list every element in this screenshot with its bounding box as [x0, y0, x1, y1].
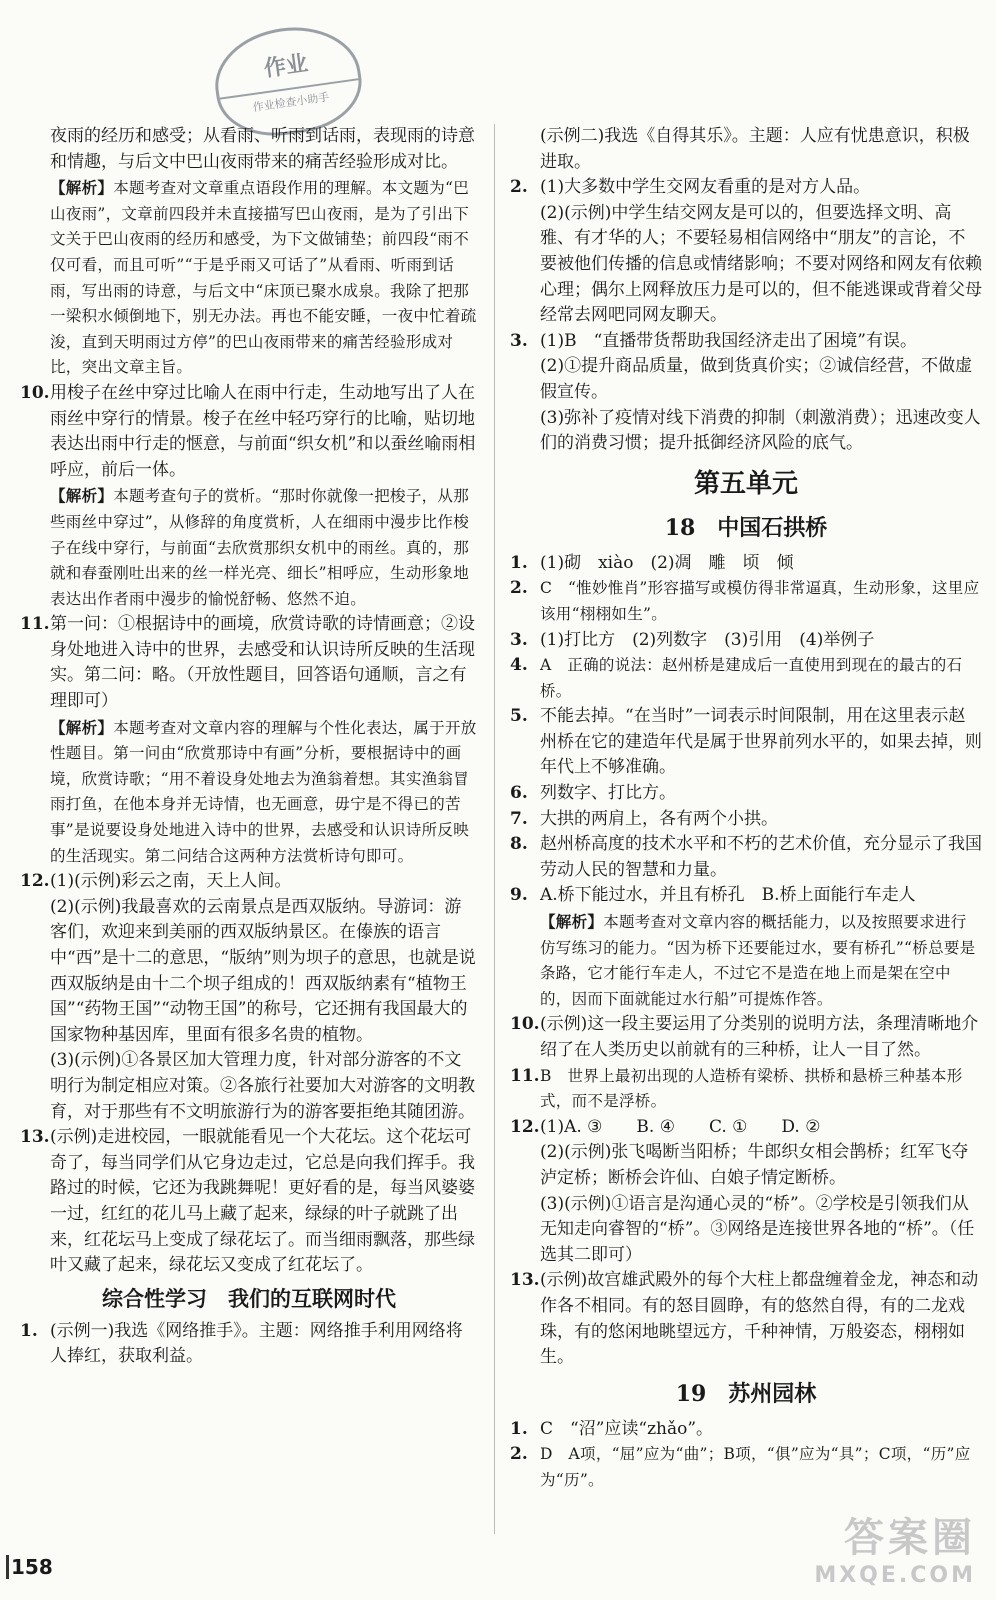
question-1	[510, 551, 982, 577]
analysis-tag: 【解析】	[50, 178, 114, 198]
analysis-tag: 【解析】	[540, 912, 604, 932]
question-5	[510, 704, 982, 781]
analysis-block	[20, 483, 478, 612]
question-11	[20, 612, 478, 714]
question-3	[510, 628, 982, 654]
question-number: 2.	[510, 177, 528, 198]
answer-part-2: (2)(示例)张飞喝断当阳桥；牛郎织女相会鹊桥；红军飞夺泸定桥；断桥会许仙、白娘子情定断桥。	[540, 1142, 969, 1188]
question-10	[510, 1012, 982, 1063]
answer-part-3: (3)(示例)①各景区加大管理力度，针对部分游客的不文明行为制定相应对策。②各旅行社要加大对游客的文明教育，对于那些有不文明旅游行为的游客要拒绝其随团游。	[50, 1050, 475, 1122]
question-6	[510, 781, 982, 807]
question-3	[510, 329, 982, 457]
question-number: 10.	[20, 382, 50, 403]
answer-text: (1)打比方 (2)列数字 (3)引用 (4)举例子	[540, 629, 875, 650]
left-column	[20, 124, 478, 1370]
answer-text: 列数字、打比方。	[540, 783, 676, 804]
answer-text: (1)砌 xiào (2)凋 雕 顷 倾	[540, 552, 794, 573]
analysis-text: 本题考查对文章内容的理解与个性化表达，属于开放性题目。第一问由“欣赏那诗中有画”分析，要根据诗中的画境，欣赏诗歌；“用不着设身处地去为渔翁着想。其实渔翁冒雨打鱼，在他本身并无诗情，也无画意，毋宁是不得已的苦事”是说要设身处地进入诗中的世界，去感受和认识诗所反映的生活现实。第二问结合这两种方法赏析诗句即可。	[50, 718, 477, 865]
answer-text: 用梭子在丝中穿过比喻人在雨中行走，生动地写出了人在雨丝中穿行的情景。梭子在丝中轻巧穿行的比喻，贴切地表达出雨中行走的惬意，与前面“织女机”和以蚕丝喻雨相呼应，前后一体。	[50, 382, 476, 480]
stamp-title: 作业	[262, 50, 310, 83]
answer-text: C “惟妙惟肖”形容描写或模仿得非常逼真，生动形象，这里应该用“栩栩如生”。	[540, 579, 980, 623]
answer-part-1: (1)大多数中学生交网友看重的是对方人品。	[540, 177, 871, 198]
analysis-block	[510, 909, 982, 1012]
answer-text: (示例)故宫雄武殿外的每个大柱上都盘缠着金龙，神态和动作各不相同。有的怒目圆睁，有的悠然自得，有的二龙戏珠，有的悠闲地眺望远方，千种神情，万般姿态，栩栩如生。	[540, 1270, 979, 1368]
answer-continuation: 夜雨的经历和感受；从看雨、听雨到话雨，表现雨的诗意和情趣，与后文中巴山夜雨带来的痛苦经验形成对比。	[50, 126, 475, 172]
question-number: 6.	[510, 783, 528, 804]
question-number: 1.	[20, 1320, 38, 1341]
analysis-block	[20, 175, 478, 381]
question-number: 9.	[510, 885, 528, 906]
question-number: 13.	[510, 1270, 540, 1291]
answer-part-1: (1)B “直播带货帮助我国经济走出了困境”有误。	[540, 330, 917, 351]
question-8	[510, 832, 982, 883]
question-number: 1.	[510, 1418, 528, 1439]
column-divider	[494, 124, 495, 1534]
question-2	[510, 1442, 982, 1493]
answer-text: A.桥下能过水，并且有桥孔 B.桥上面能行车走人	[540, 885, 916, 906]
analysis-text: 本题考查对文章内容的概括能力，以及按照要求进行仿写练习的能力。“因为桥下还要能过水，要有桥孔”“桥总要是条路，它才能行车走人，不过它不是造在地上而是架在空中的，因而下面就能过水行船”可提炼作答。	[540, 913, 976, 1008]
answer-part-3: (3)弥补了疫情对线下消费的抑制（刺激消费）；迅速改变人们的消费习惯；提升抵御经济风险的底气。	[540, 407, 981, 454]
question-number: 1.	[510, 552, 528, 573]
section-question-1	[20, 1319, 478, 1370]
watermark-logo-text: 答案圈	[844, 1515, 976, 1561]
question-number: 4.	[510, 655, 528, 676]
answer-continuation: (示例二)我选《自得其乐》。主题：人应有忧患意识，积极进取。	[540, 126, 970, 172]
right-column	[510, 124, 982, 1494]
question-number: 2.	[510, 578, 528, 599]
question-number: 12.	[510, 1116, 540, 1137]
answer-text: D A项，“屈”应为“曲”；B项，“俱”应为“具”；C项，“历”应为“历”。	[540, 1445, 971, 1489]
analysis-tag: 【解析】	[50, 486, 114, 506]
answer-part-2: (2)(示例)中学生结交网友是可以的，但要选择文明、高雅、有才华的人；不要轻易相信网络中“朋友”的言论，不要被他们传播的信息或情绪影响；不要对网络和网友有依赖心理；偶尔上网释放压力是可以的，但不能逃课或背着父母经常去网吧同网友聊天。	[540, 202, 982, 326]
stamp-subtitle: 作业检查小助手	[220, 78, 362, 119]
question-number: 5.	[510, 706, 528, 727]
watermark-url: MXQE.COM	[814, 1563, 976, 1588]
question-7	[510, 807, 982, 833]
question-number: 12.	[20, 871, 50, 892]
question-4	[510, 653, 982, 704]
question-number: 13.	[20, 1127, 50, 1148]
answer-part-2: (2)①提升商品质量，做到货真价实；②诚信经营，不做虚假宣传。	[540, 356, 973, 402]
answer-part-2: (2)(示例)我最喜欢的云南景点是西双版纳。导游词：游客们，欢迎来到美丽的西双版纳景区。在傣族的语言中“西”是十二的意思，“版纳”则为坝子的意思，也就是说西双版纳是由十二个坝子组成的！西双版纳素有“植物王国”“药物王国”“动物王国”的称号，它还拥有我国最大的国家物种基因库，里面有很多名贵的植物。	[50, 896, 476, 1045]
analysis-text: 本题考查对文章重点语段作用的理解。本文题为“巴山夜雨”，文章前四段并未直接描写巴山夜雨，是为了引出下文关于巴山夜雨的经历和感受，为下文做铺垫；前四段“雨不仅可看，而且可听”“于是乎雨又可话了”从看雨、听雨到话雨，写出雨的诗意，与后文中“床顶已聚水成泉。我除了把那一梁积水倾倒地下，别无办法。再也不能安睡，一夜中忙着疏浚，直到天明雨过方停”的巴山夜雨带来的痛苦经验形成对比，突出文章主旨。	[50, 179, 477, 377]
answer-text: C “沼”应读“zhǎo”。	[540, 1418, 714, 1439]
question-2	[510, 175, 982, 329]
answer-text: 不能去掉。“在当时”一词表示时间限制，用在这里表示赵州桥在它的建造年代是属于世界前列水平的，如果去掉，则年代上不够准确。	[540, 706, 982, 778]
answer-text: (示例)这一段主要运用了分类别的说明方法，条理清晰地介绍了在人类历史以前就有的三种桥，让人一目了然。	[540, 1014, 979, 1060]
page-number: 158	[6, 1555, 53, 1579]
site-watermark	[814, 1506, 976, 1588]
answer-text: 大拱的两肩上，各有两个小拱。	[540, 808, 778, 829]
answer-text: 第一问：①根据诗中的画境，欣赏诗歌的诗情画意；②设身处地进入诗中的世界，去感受和认识诗所反映的生活现实。第二问：略。（开放性题目，回答语句通顺，言之有理即可）	[50, 614, 475, 712]
lesson-title: 19 苏州园林	[675, 1380, 817, 1407]
answer-text: A 正确的说法：赵州桥是建成后一直使用到现在的最古的石桥。	[540, 656, 963, 700]
question-1	[510, 1417, 982, 1443]
question-number: 11.	[20, 614, 50, 635]
question-13	[510, 1268, 982, 1370]
lesson-title: 18 中国石拱桥	[664, 514, 828, 541]
question-11	[510, 1064, 982, 1115]
question-number: 2.	[510, 1444, 528, 1465]
question-number: 11.	[510, 1065, 540, 1086]
question-10	[20, 381, 478, 483]
answer-text: (示例)走进校园，一眼就能看见一个大花坛。这个花坛可奇了，每当同学们从它身边走过，它总是向我们挥手。我路过的时候，它还为我跳舞呢！更好看的是，每当风婆婆一过，红红的花儿马上藏了起来，绿绿的叶子就跳了出来，红花坛马上变成了绿花坛了。而当细雨飘落，那些绿叶又藏了起来，绿花坛又变成了红花坛了。	[50, 1127, 475, 1276]
question-number: 7.	[510, 808, 528, 829]
answer-text: B 世界上最初出现的人造桥有梁桥、拱桥和悬桥三种基本形式，而不是浮桥。	[540, 1066, 963, 1111]
unit-title: 第五单元	[693, 468, 798, 499]
question-2	[510, 576, 982, 627]
question-number: 3.	[510, 330, 528, 351]
answer-text: 赵州桥高度的技术水平和不朽的艺术价值，充分显示了我国劳动人民的智慧和力量。	[540, 834, 982, 880]
analysis-text: 本题考查句子的赏析。“那时你就像一把梭子，从那些雨丝中穿过”，从修辞的角度赏析，人在细雨中漫步比作梭子在线中穿行，与前面“去欣赏那织女机中的雨丝。真的，那就和春蚕刚吐出来的丝一样光亮、细长”相呼应，生动形象地表达出作者雨中漫步的愉悦舒畅、悠然不迫。	[50, 487, 470, 608]
question-13	[20, 1125, 478, 1279]
analysis-tag: 【解析】	[50, 717, 114, 737]
answer-part-1: (1)A. ③ B. ④ C. ① D. ②	[540, 1116, 821, 1137]
question-12	[20, 869, 478, 1125]
section-title: 综合性学习 我们的互联网时代	[102, 1285, 396, 1311]
question-number: 10.	[510, 1014, 540, 1035]
question-number: 3.	[510, 629, 528, 650]
answer-text: (示例一)我选《网络推手》。主题：网络推手利用网络将人捧红，获取利益。	[50, 1320, 463, 1367]
analysis-block	[20, 715, 478, 870]
answer-part-1: (1)(示例)彩云之南，天上人间。	[50, 871, 292, 892]
question-number: 8.	[510, 834, 528, 855]
question-12	[510, 1115, 982, 1269]
answer-part-3: (3)(示例)①语言是沟通心灵的“桥”。②学校是引领我们从无知走向睿智的“桥”。③网络是连接世界各地的“桥”。（任选其二即可）	[540, 1193, 975, 1265]
question-9	[510, 883, 982, 909]
